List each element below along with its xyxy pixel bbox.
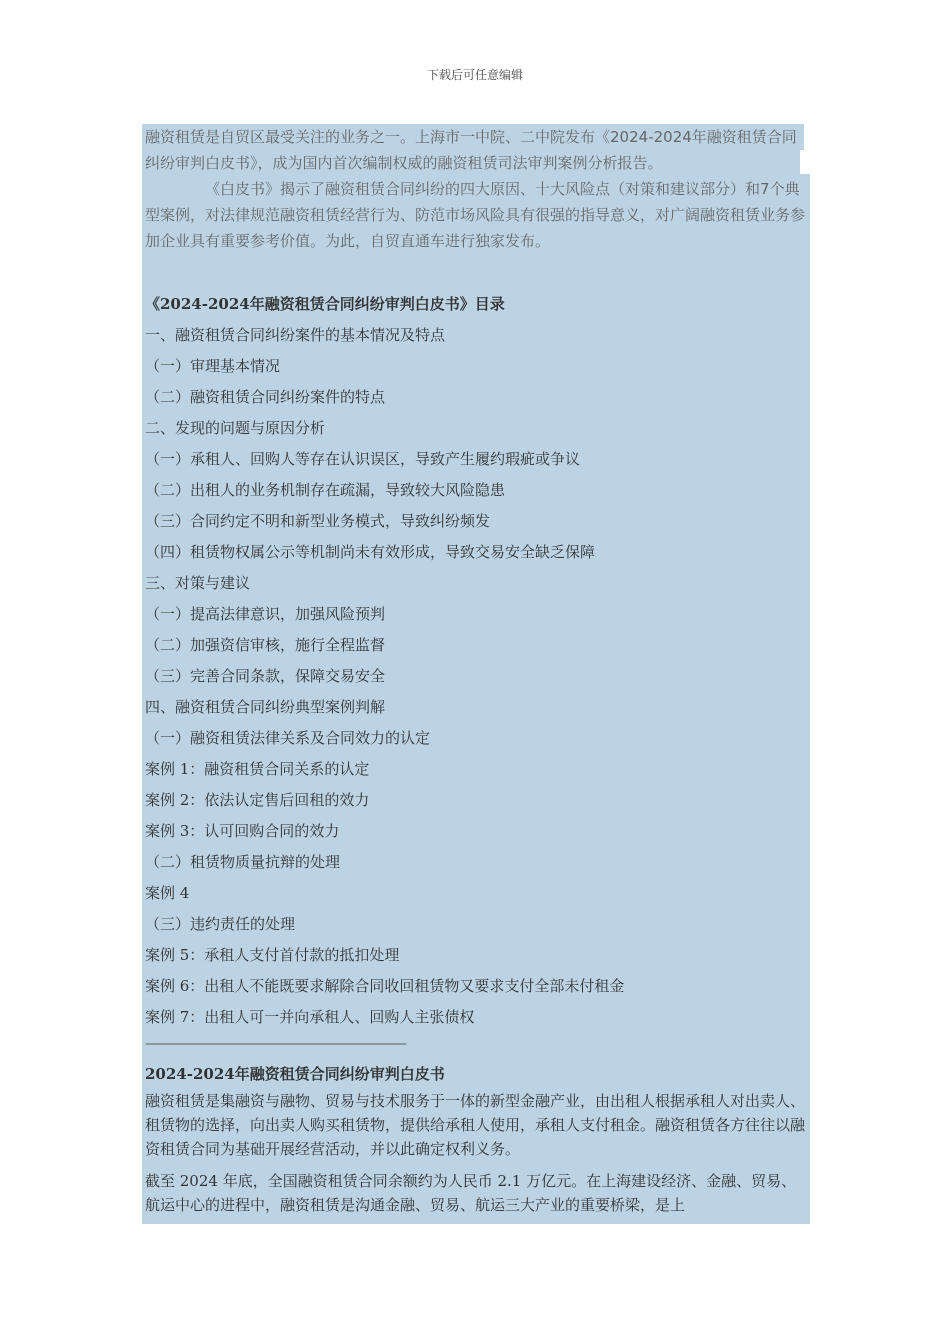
body-paragraph: 截至 2024 年底，全国融资租赁合同余额约为人民币 2.1 万亿元。在上海建设经济、金融、贸易、航运中心的进程中，融资租赁是沟通金融、贸易、航运三大产业的重要桥梁，是上	[145, 1172, 797, 1214]
section-title: 2024-2024年融资租赁合同纠纷审判白皮书	[145, 1065, 445, 1083]
toc-item: 案例 3：认可回购合同的效力	[145, 822, 340, 840]
toc-item: 案例 1：融资租赁合同关系的认定	[145, 760, 370, 778]
toc-list	[145, 320, 807, 1033]
toc-item: 案例 6：出租人不能既要求解除合同收回租赁物又要求支付全部未付租金	[145, 977, 625, 995]
toc-item: 案例 5：承租人支付首付款的抵扣处理	[145, 946, 400, 964]
toc-item: （二）融资租赁合同纠纷案件的特点	[145, 388, 386, 406]
toc-item: 四、融资租赁合同纠纷典型案例判解	[145, 698, 386, 716]
toc-item: （一）承租人、回购人等存在认识误区，导致产生履约瑕疵或争议	[145, 450, 581, 468]
toc-item: 案例 2：依法认定售后回租的效力	[145, 791, 370, 809]
toc-item: （二）租赁物质量抗辩的处理	[145, 853, 341, 871]
intro-text: 《白皮书》揭示了融资租赁合同纠纷的四大原因、十大风险点（对策和建议部分）和	[205, 180, 761, 198]
toc-item: 二、发现的问题与原因分析	[145, 419, 326, 437]
toc-item: （一）融资租赁法律关系及合同效力的认定	[145, 729, 431, 747]
page-header: 下载后可任意编辑	[426, 68, 523, 82]
toc-item: （三）完善合同条款，保障交易安全	[145, 667, 386, 685]
toc-item: 案例 4	[145, 884, 190, 902]
toc-title: 《2024-2024年融资租赁合同纠纷审判白皮书》目录	[145, 295, 505, 313]
toc-item: （二）出租人的业务机制存在疏漏，导致较大风险隐患	[145, 481, 506, 499]
intro-number: 7	[760, 180, 770, 198]
toc-item: 三、对策与建议	[145, 574, 251, 592]
intro-paragraph-1	[145, 124, 807, 176]
toc-item: （二）加强资信审核，施行全程监督	[145, 636, 386, 654]
toc-item: （一）提高法律意识，加强风险预判	[145, 605, 386, 623]
intro-text: 个典型案例，对法律规范融资租赁经营行为、防范市场风险具有很强的指导意义，对广阔融资租赁业务参加企业具有重要参考价值。为此，自贸直通车进行独家发布。	[145, 180, 806, 250]
intro-year: 2024-2024	[610, 128, 692, 146]
toc-item: （四）租赁物权属公示等机制尚未有效形成，导致交易安全缺乏保障	[145, 543, 596, 561]
intro-text: 年融资租赁合同纠纷审判白皮书》，成为国内首次编制权威的融资租赁司法审判案例分析报告。	[145, 128, 797, 172]
toc-item: （一）审理基本情况	[145, 357, 281, 375]
separator-rule: ————————————————————	[145, 1034, 405, 1052]
toc-item: （三）违约责任的处理	[145, 915, 296, 933]
intro-paragraph-2	[145, 176, 807, 254]
toc-item: （三）合同约定不明和新型业务模式，导致纠纷频发	[145, 512, 491, 530]
toc-item: 一、融资租赁合同纠纷案件的基本情况及特点	[145, 326, 446, 344]
body-paragraph: 融资租赁是集融资与融物、贸易与技术服务于一体的新型金融产业，由出租人根据承租人对出卖人、租赁物的选择，向出卖人购买租赁物，提供给承租人使用，承租人支付租金。融资租赁各方往往以融资租赁合同为基础开展经营活动，并以此确定权利义务。	[145, 1092, 806, 1158]
document-body	[145, 124, 807, 1225]
intro-text: 融资租赁是自贸区最受关注的业务之一。上海市一中院、二中院发布《	[145, 128, 611, 146]
toc-item: 案例 7：出租人可一并向承租人、回购人主张债权	[145, 1008, 475, 1026]
